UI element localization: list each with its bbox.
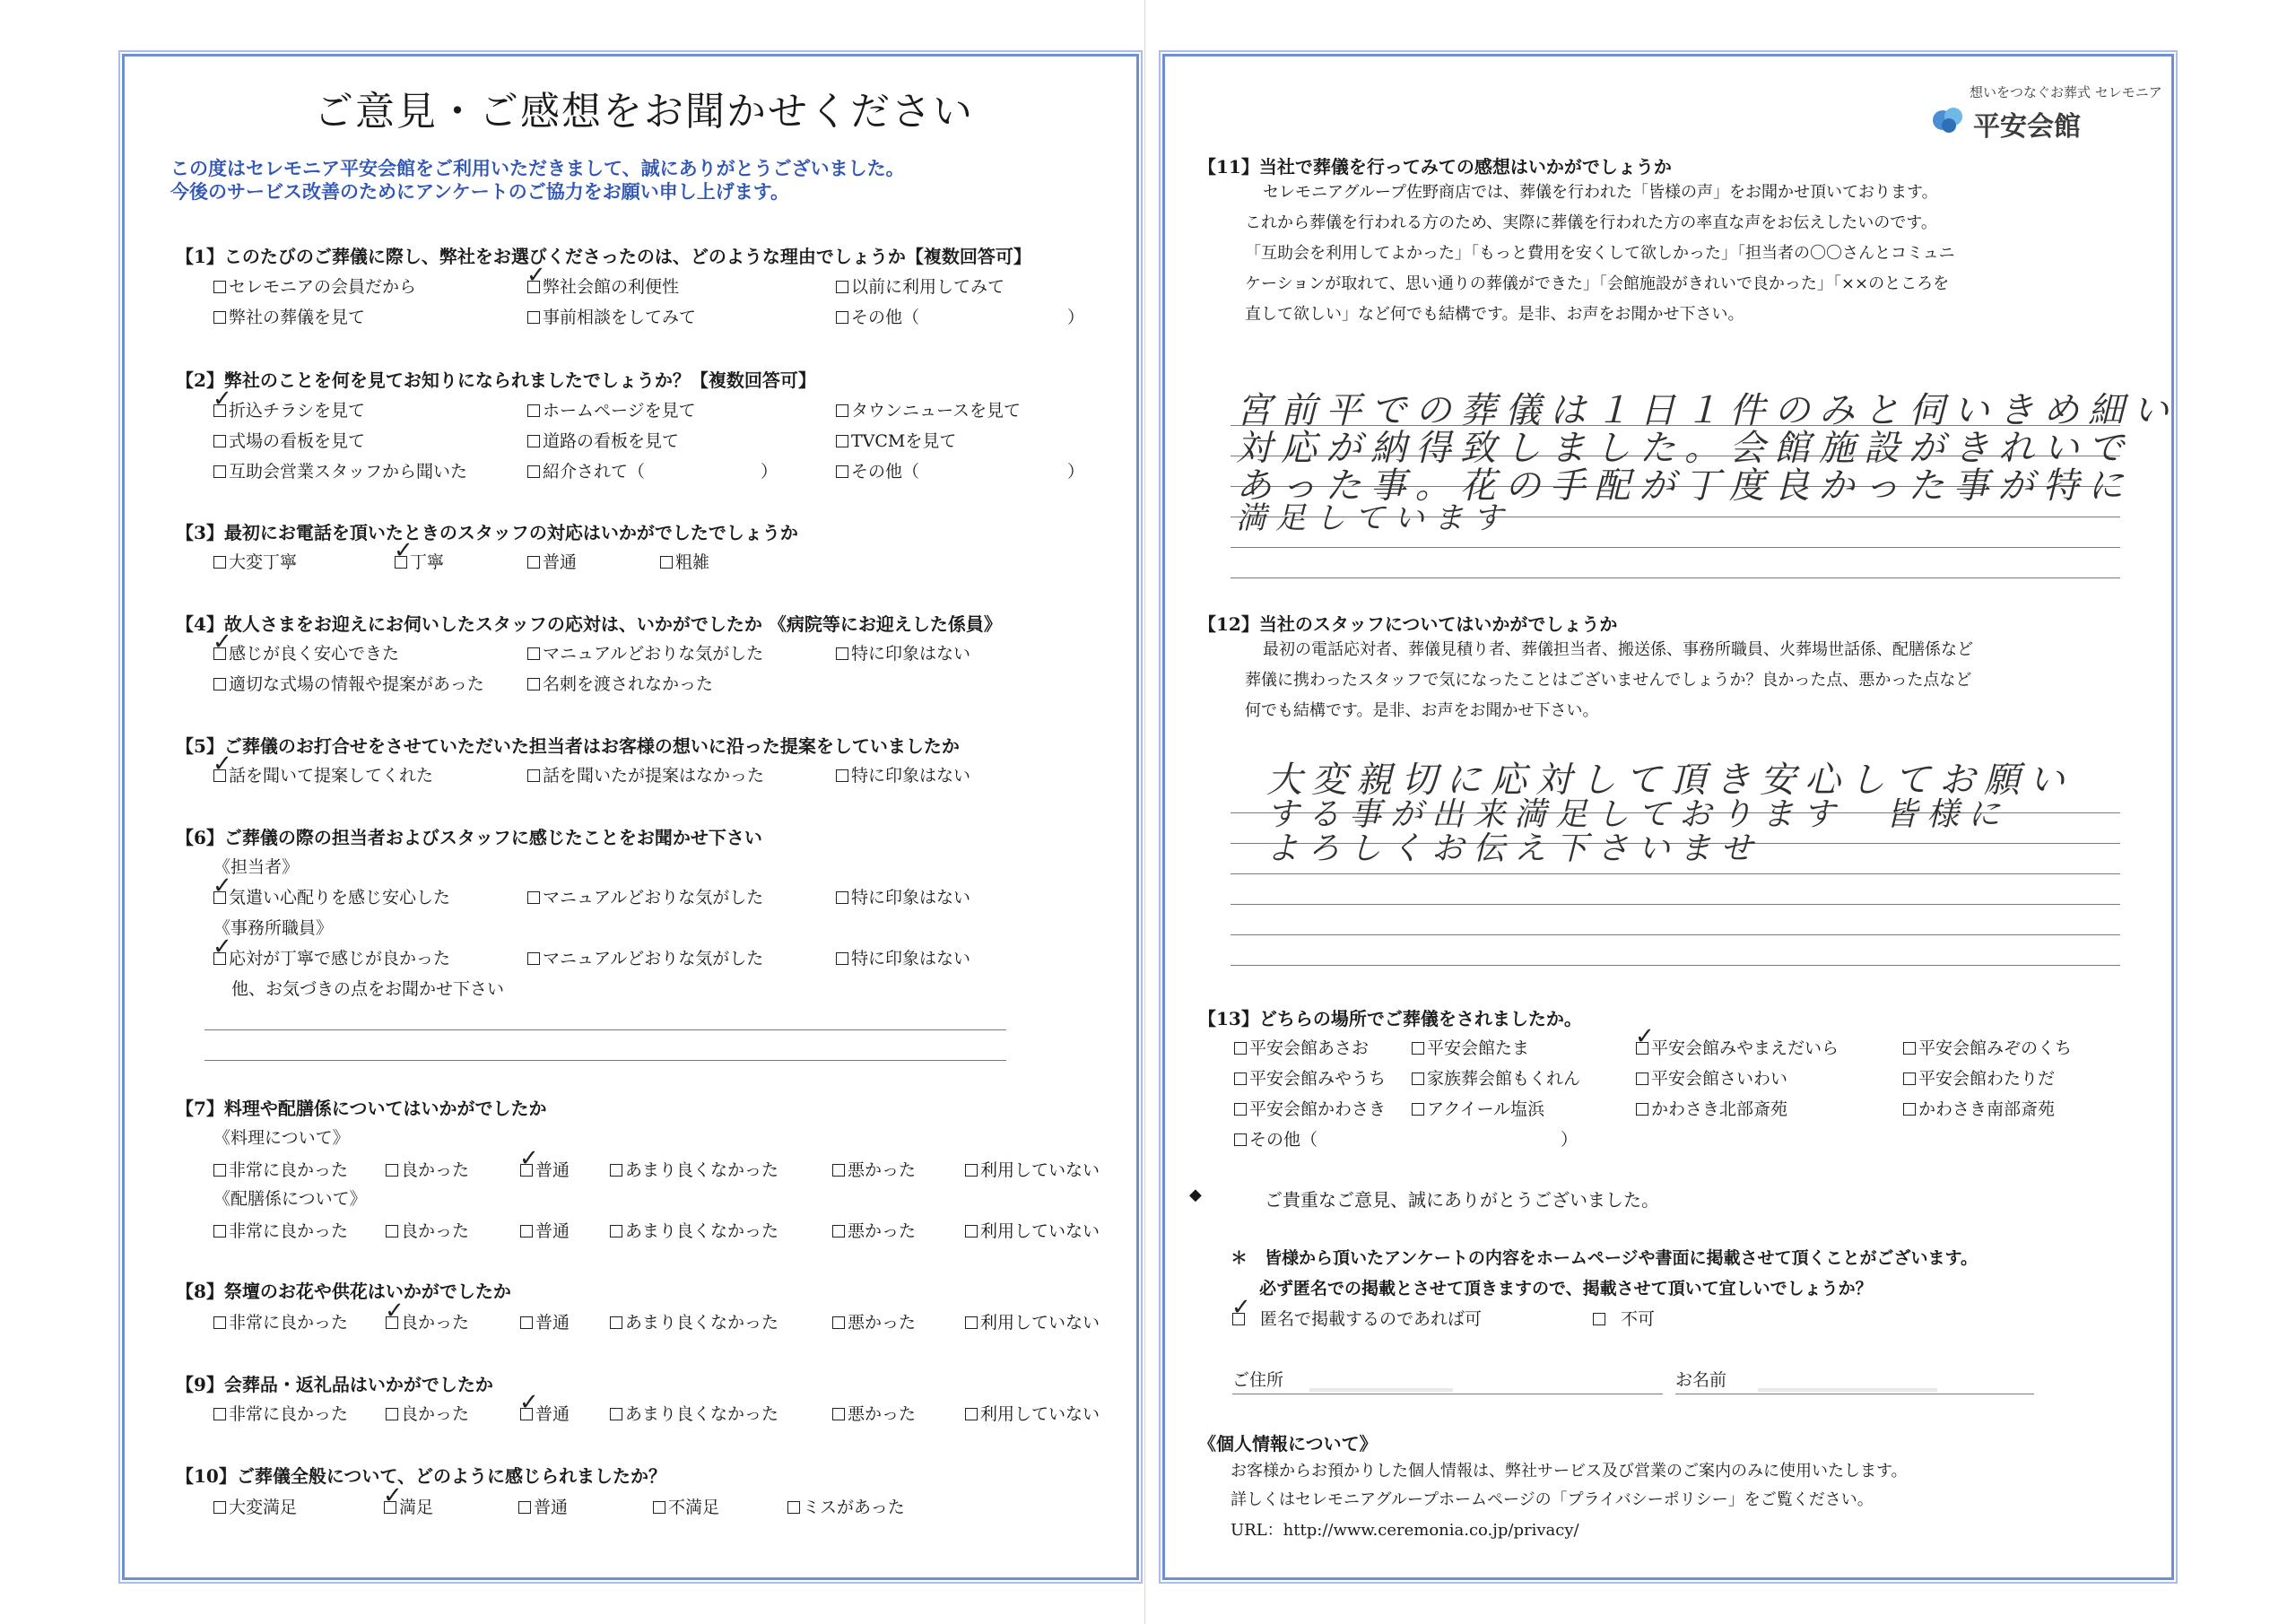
q7-server-option[interactable]: 非常に良かった <box>213 1218 348 1242</box>
q13-option[interactable]: ✓ 平安会館みやまえだいら <box>1635 1023 1839 1058</box>
address-redaction <box>1309 1388 1453 1392</box>
q7-server-option[interactable]: 利用していない <box>965 1218 1100 1242</box>
q11-handwritten-answer: 対応が納得致しました。会館施設がきれいで <box>1236 428 2133 469</box>
checkbox[interactable] <box>213 1164 226 1177</box>
q7-sub-food: 《料理について》 <box>213 1128 350 1148</box>
q13-option[interactable]: 平安会館たま <box>1412 1035 1529 1059</box>
q6-sub-staff: 《担当者》 <box>213 857 300 877</box>
q12-desc-1: 最初の電話応対者、葬儀見積り者、葬儀担当者、搬送係、事務所職員、火葬場世話係、配膳係など <box>1263 640 1973 659</box>
q11-label: 【11】当社で葬儀を行ってみての感想はいかがでしょうか <box>1198 156 1672 178</box>
q5-option[interactable]: 特に印象はない <box>836 762 970 786</box>
survey-title: ご意見・ご感想をお聞かせください <box>314 89 974 135</box>
q12-handwritten-answer: する事が出来満足しております 皆様に <box>1266 796 2010 833</box>
check-mark-icon: ✓ <box>385 1298 404 1324</box>
checkbox[interactable] <box>836 311 848 324</box>
checkbox[interactable] <box>836 769 848 782</box>
q6-option[interactable]: マニュアルどおりな気がした <box>527 884 763 908</box>
q13-option[interactable]: 家族葬会館もくれん <box>1412 1065 1580 1090</box>
q11-desc-4: ケーションが取れて、思い通りの葬儀ができた」「会館施設がきれいで良かった」「××のところを <box>1245 274 1950 293</box>
q12-write-line[interactable] <box>1231 904 2120 905</box>
checkbox[interactable] <box>1412 1042 1424 1055</box>
q12-write-line[interactable] <box>1231 873 2120 874</box>
intro-line-2: 今後のサービス改善のためにアンケートのご協力をお願い申し上げます。 <box>170 181 790 203</box>
privacy-url-link[interactable]: URL：http://www.ceremonia.co.jp/privacy/ <box>1231 1521 1579 1540</box>
q4-option[interactable]: 名刺を渡されなかった <box>527 671 713 695</box>
q10-option[interactable]: ✓ 満足 <box>383 1482 434 1517</box>
q12-write-line[interactable] <box>1231 965 2120 966</box>
q6-other-label: 他、お気づきの点をお聞かせ下さい <box>231 979 505 999</box>
name-redaction <box>1758 1388 1937 1392</box>
checkbox[interactable] <box>836 404 848 417</box>
checkbox[interactable] <box>527 647 540 660</box>
q8-option[interactable]: あまり良くなかった <box>610 1309 778 1333</box>
checkbox[interactable] <box>383 1482 403 1514</box>
q2-option[interactable]: 互助会営業スタッフから聞いた <box>213 458 467 482</box>
q6-option[interactable]: ✓ 応対が丁寧で感じが良かった <box>213 934 451 968</box>
name-label: お名前 <box>1675 1370 1727 1390</box>
check-mark-icon: ✓ <box>213 386 232 413</box>
checkbox[interactable] <box>527 556 540 569</box>
q7-food-option[interactable]: ✓ 普通 <box>519 1145 570 1180</box>
q6-option[interactable]: マニュアルどおりな気がした <box>527 945 763 969</box>
q4-label: 【4】故人さまをお迎えにお伺いしたスタッフの応対は、いかがでしたか 《病院等にお迎えした係員》 <box>176 613 1002 635</box>
checkbox[interactable] <box>610 1164 622 1177</box>
checkbox[interactable] <box>386 1164 398 1177</box>
publication-note-2: 必ず匿名での掲載とさせて頂きますので、掲載させて頂いて宜しいでしょうか？ <box>1259 1279 1873 1298</box>
q7-server-option[interactable]: 悪かった <box>832 1218 916 1242</box>
checkbox[interactable] <box>213 556 226 569</box>
checkbox[interactable] <box>787 1501 800 1514</box>
q7-server-option[interactable]: 良かった <box>386 1218 469 1242</box>
q4-option[interactable]: 特に印象はない <box>836 640 970 664</box>
q8-option[interactable]: 利用していない <box>965 1309 1100 1333</box>
checkbox[interactable] <box>213 1408 226 1420</box>
q13-option[interactable]: 平安会館みぞのくち <box>1903 1035 2072 1059</box>
q6-write-line[interactable] <box>204 1060 1006 1061</box>
q1-option[interactable]: 弊社の葬儀を見て <box>213 304 365 328</box>
checkbox[interactable] <box>1234 1133 1247 1146</box>
checkbox[interactable] <box>213 386 232 417</box>
q6-sub-office: 《事務所職員》 <box>213 918 334 938</box>
q2-referral-close: ） <box>761 462 778 482</box>
q7-sub-server: 《配膳係について》 <box>213 1189 367 1209</box>
check-mark-icon: ✓ <box>394 537 413 564</box>
checkbox[interactable] <box>213 1225 226 1238</box>
check-mark-icon: ✓ <box>213 629 232 656</box>
check-mark-icon: ✓ <box>526 262 546 289</box>
checkbox[interactable] <box>527 769 540 782</box>
q8-option[interactable]: ✓ 良かった <box>385 1298 470 1333</box>
checkbox[interactable] <box>660 556 673 569</box>
q13-option[interactable]: アクイール塩浜 <box>1412 1096 1544 1120</box>
q1-other-close: ） <box>1067 308 1085 327</box>
q4-option[interactable]: マニュアルどおりな気がした <box>527 640 763 664</box>
checkbox[interactable] <box>832 1225 845 1238</box>
checkbox[interactable] <box>213 281 226 293</box>
checkbox[interactable] <box>1593 1313 1605 1325</box>
checkbox[interactable] <box>1412 1103 1424 1116</box>
checkbox[interactable] <box>965 1225 978 1238</box>
checkbox[interactable] <box>527 311 540 324</box>
checkbox[interactable] <box>527 465 540 478</box>
q13-option[interactable]: 平安会館あさお <box>1234 1035 1369 1059</box>
q12-desc-3: 何でも結構です。是非、お声をお聞かせ下さい。 <box>1245 701 1599 720</box>
checkbox[interactable] <box>213 629 232 660</box>
q10-option[interactable]: 普通 <box>518 1494 568 1518</box>
q2-option[interactable]: 式場の看板を見て <box>213 428 365 452</box>
checkbox[interactable] <box>1234 1042 1247 1055</box>
intro-line-1: この度はセレモニア平安会館をご利用いただきまして、誠にありがとうございました。 <box>170 158 905 179</box>
q5-option[interactable]: ✓ 話を聞いて提案してくれた <box>213 751 434 786</box>
checkbox[interactable] <box>836 647 848 660</box>
q13-option-other[interactable]: その他（ <box>1234 1126 1318 1151</box>
checkbox[interactable] <box>1635 1023 1655 1055</box>
diamond-bullet-icon: ◆ <box>1189 1185 1202 1204</box>
check-mark-icon: ✓ <box>213 751 232 777</box>
privacy-text-1: お客様からお預かりした個人情報は、弊社サービス及び営業のご案内のみに使用いたします。 <box>1231 1462 1908 1481</box>
q2-option[interactable]: 道路の看板を見て <box>527 428 679 452</box>
checkbox[interactable] <box>836 281 848 293</box>
q8-option[interactable]: 非常に良かった <box>213 1309 348 1333</box>
q13-option[interactable]: 平安会館さいわい <box>1636 1065 1787 1090</box>
q6-option[interactable]: 特に印象はない <box>836 945 970 969</box>
q1-option[interactable]: 以前に利用してみて <box>836 274 1004 298</box>
q7-server-option[interactable]: 普通 <box>520 1218 570 1242</box>
checkbox[interactable] <box>213 435 226 447</box>
q8-label: 【8】祭壇のお花や供花はいかがでしたか <box>176 1281 511 1302</box>
q6-label: 【6】ご葬儀の際の担当者およびスタッフに感じたことをお聞かせ下さい <box>176 827 762 848</box>
check-mark-icon: ✓ <box>1231 1294 1251 1321</box>
checkbox[interactable] <box>519 1389 539 1420</box>
q9-option[interactable]: 利用していない <box>965 1401 1100 1425</box>
q3-option[interactable]: 普通 <box>527 549 577 573</box>
checkbox[interactable] <box>386 1225 398 1238</box>
q9-option[interactable]: 悪かった <box>832 1401 916 1425</box>
q1-option[interactable]: ✓ 弊社会館の利便性 <box>526 262 680 297</box>
checkbox[interactable] <box>965 1164 978 1177</box>
q7-food-option[interactable]: 悪かった <box>832 1157 916 1181</box>
q12-write-line[interactable] <box>1231 934 2120 935</box>
q13-option[interactable]: かわさき南部斎苑 <box>1903 1096 2055 1120</box>
checkbox[interactable] <box>520 1316 533 1329</box>
q11-desc-2: これから葬儀を行われる方のため、実際に葬儀を行われた方の率直な声をお伝えしたいのです。 <box>1245 213 1937 232</box>
checkbox[interactable] <box>213 1501 226 1514</box>
q2-option[interactable]: ホームページを見て <box>527 397 696 421</box>
checkbox[interactable] <box>213 1316 226 1329</box>
privacy-text-2: 詳しくはセレモニアグループホームページの「プライバシーポリシー」をご覧ください。 <box>1231 1490 1874 1509</box>
q8-option[interactable]: 普通 <box>520 1309 570 1333</box>
q9-option[interactable]: 良かった <box>386 1401 469 1425</box>
checkbox[interactable] <box>394 537 413 569</box>
checkbox[interactable] <box>610 1225 622 1238</box>
q7-food-option[interactable]: 良かった <box>386 1157 469 1181</box>
checkbox[interactable] <box>836 952 848 965</box>
q6-option[interactable]: ✓ 気遣い心配りを感じ安心した <box>213 873 451 908</box>
q7-food-option[interactable]: 利用していない <box>965 1157 1100 1181</box>
q7-food-option[interactable]: あまり良くなかった <box>610 1157 778 1181</box>
q13-option[interactable]: 平安会館かわさき <box>1234 1096 1386 1120</box>
check-mark-icon: ✓ <box>519 1389 539 1416</box>
q11-desc-1: セレモニアグループ佐野商店では、葬儀を行われた「皆様の声」をお聞かせ頂いております。 <box>1263 183 1938 202</box>
publish-anonymous-option[interactable]: ✓ 匿名で掲載するのであれば可 <box>1231 1294 1483 1329</box>
checkbox[interactable] <box>1412 1073 1424 1085</box>
checkbox[interactable] <box>519 1145 539 1177</box>
checkbox[interactable] <box>213 465 226 478</box>
checkbox[interactable] <box>1903 1103 1916 1116</box>
checkbox[interactable] <box>1903 1073 1916 1085</box>
checkbox[interactable] <box>527 952 540 965</box>
checkbox[interactable] <box>610 1408 622 1420</box>
q2-option-other[interactable]: その他（ <box>836 458 919 482</box>
q13-label: 【13】どちらの場所でご葬儀をされましたか。 <box>1198 1008 1582 1029</box>
q12-label: 【12】当社のスタッフについてはいかがでしょうか <box>1198 613 1618 635</box>
checkbox[interactable] <box>832 1164 845 1177</box>
q11-desc-5: 直して欲しい」など何でも結構です。是非、お声をお聞かせ下さい。 <box>1245 305 1744 324</box>
checkbox[interactable] <box>965 1408 978 1420</box>
check-mark-icon: ✓ <box>519 1145 539 1172</box>
q11-desc-3: 「互助会を利用してよかった」「もっと費用を安くして欲しかった」「担当者の〇〇さんとコミュニ <box>1245 244 1955 263</box>
checkbox[interactable] <box>1636 1073 1648 1085</box>
q11-handwritten-answer: あった事。花の手配が丁度良かった事が特に <box>1236 465 2133 507</box>
q12-handwritten-answer: よろしくお伝え下さいませ <box>1266 830 1762 867</box>
q3-label: 【3】最初にお電話を頂いたときのスタッフの対応はいかがでしたでしょうか <box>176 522 798 543</box>
q8-option[interactable]: 悪かった <box>832 1309 916 1333</box>
checkbox[interactable] <box>213 934 232 965</box>
q2-option-referral[interactable]: 紹介されて（ <box>527 458 645 482</box>
q11-handwritten-answer: 満足しています <box>1236 500 1512 536</box>
checkbox[interactable] <box>653 1501 665 1514</box>
q1-label: 【1】このたびのご葬儀に際し、弊社をお選びくださったのは、どのような理由でしょうか【複数回答可】 <box>176 246 1031 267</box>
q2-label: 【2】弊社のことを何を見てお知りになられましたでしょうか？【複数回答可】 <box>176 369 816 391</box>
checkbox[interactable] <box>527 435 540 447</box>
thanks-message: ご貴重なご意見、誠にありがとうございました。 <box>1265 1189 1659 1211</box>
check-mark-icon: ✓ <box>213 934 232 960</box>
checkbox[interactable] <box>213 311 226 324</box>
q11-handwritten-answer: 宮前平での葬儀は１日１件のみと伺いきめ細い <box>1236 390 2178 431</box>
checkbox[interactable] <box>832 1408 845 1420</box>
q9-option[interactable]: ✓ 普通 <box>519 1389 570 1424</box>
address-label: ご住所 <box>1232 1370 1284 1390</box>
q3-option[interactable]: ✓ 丁寧 <box>394 537 445 572</box>
q10-label: 【10】ご葬儀全般について、どのように感じられましたか？ <box>176 1465 667 1487</box>
checkbox[interactable] <box>213 873 232 904</box>
q2-option[interactable]: ✓ 折込チラシを見て <box>213 386 366 421</box>
logo-main-text: 平安会館 <box>1973 111 2081 143</box>
q3-option[interactable]: 大変丁寧 <box>213 549 297 573</box>
checkbox[interactable] <box>1636 1103 1648 1116</box>
checkbox[interactable] <box>965 1316 978 1329</box>
checkbox[interactable] <box>836 465 848 478</box>
q13-option[interactable]: かわさき北部斎苑 <box>1636 1096 1787 1120</box>
q1-option[interactable]: 事前相談をしてみて <box>527 304 696 328</box>
checkbox[interactable] <box>1234 1103 1247 1116</box>
q9-option[interactable]: 非常に良かった <box>213 1401 348 1425</box>
q1-option[interactable]: セレモニアの会員だから <box>213 274 416 298</box>
privacy-title: 《個人情報について》 <box>1198 1433 1378 1455</box>
page-fold <box>1144 0 1145 1624</box>
checkbox[interactable] <box>836 891 848 904</box>
q10-option[interactable]: ミスがあった <box>787 1494 905 1518</box>
q13-other-close: ） <box>1561 1130 1578 1150</box>
q3-option[interactable]: 粗雑 <box>660 549 709 573</box>
checkbox[interactable] <box>527 678 540 690</box>
q13-option[interactable]: 平安会館みやうち <box>1234 1065 1386 1090</box>
checkbox[interactable] <box>527 404 540 417</box>
checkbox[interactable] <box>386 1408 398 1420</box>
q11-write-line[interactable] <box>1231 547 2120 548</box>
q7-label: 【7】料理や配膳係についてはいかがでしたか <box>176 1098 547 1119</box>
checkbox[interactable] <box>1903 1042 1916 1055</box>
checkbox[interactable] <box>518 1501 531 1514</box>
q2-option[interactable]: TVCMを見て <box>836 428 956 452</box>
q6-write-line[interactable] <box>204 1029 1006 1030</box>
q7-food-option[interactable]: 非常に良かった <box>213 1157 348 1181</box>
q6-option[interactable]: 特に印象はない <box>836 884 970 908</box>
checkbox[interactable] <box>213 678 226 690</box>
check-mark-icon: ✓ <box>213 873 232 899</box>
checkbox[interactable] <box>527 891 540 904</box>
q5-label: 【5】ご葬儀のお打合せをさせていただいた担当者はお客様の想いに沿った提案をしていましたか <box>176 735 960 757</box>
check-mark-icon: ✓ <box>1635 1023 1655 1050</box>
publish-no-option[interactable]: 不可 <box>1593 1306 1655 1330</box>
checkbox[interactable] <box>526 262 546 293</box>
q5-option[interactable]: 話を聞いたが提案はなかった <box>527 762 764 786</box>
checkbox[interactable] <box>1234 1073 1247 1085</box>
checkbox[interactable] <box>832 1316 845 1329</box>
q13-option[interactable]: 平安会館わたりだ <box>1903 1065 2055 1090</box>
checkbox[interactable] <box>520 1225 533 1238</box>
q4-option[interactable]: 適切な式場の情報や提案があった <box>213 671 484 695</box>
checkbox[interactable] <box>1231 1294 1251 1325</box>
ceremonia-logo-icon <box>1931 102 1965 136</box>
q2-other-close: ） <box>1067 462 1085 482</box>
q2-option[interactable]: タウンニュースを見て <box>836 397 1021 421</box>
checkbox[interactable] <box>610 1316 622 1329</box>
checkbox[interactable] <box>213 751 232 782</box>
q10-option[interactable]: 大変満足 <box>213 1494 297 1518</box>
logo-subtitle: 想いをつなぐお葬式 セレモニア <box>1970 84 2162 100</box>
q7-server-option[interactable]: あまり良くなかった <box>610 1218 778 1242</box>
q9-option[interactable]: あまり良くなかった <box>610 1401 778 1425</box>
q12-desc-2: 葬儀に携わったスタッフで気になったことはございませんでしょうか？良かった点、悪かった点など <box>1245 671 1972 690</box>
q10-option[interactable]: 不満足 <box>653 1494 719 1518</box>
checkbox[interactable] <box>836 435 848 447</box>
publication-note-1: ＊ 皆様から頂いたアンケートの内容をホームページや書面に掲載させて頂くことがございます。 <box>1231 1248 1978 1268</box>
check-mark-icon: ✓ <box>383 1482 403 1509</box>
q1-option-other[interactable]: その他（ <box>836 304 919 328</box>
q12-handwritten-answer: 大変親切に応対して頂き安心してお願い <box>1266 760 2074 801</box>
q4-option[interactable]: ✓ 感じが良く安心できた <box>213 629 400 664</box>
q9-label: 【9】会葬品・返礼品はいかがでしたか <box>176 1374 493 1395</box>
checkbox[interactable] <box>385 1298 404 1329</box>
